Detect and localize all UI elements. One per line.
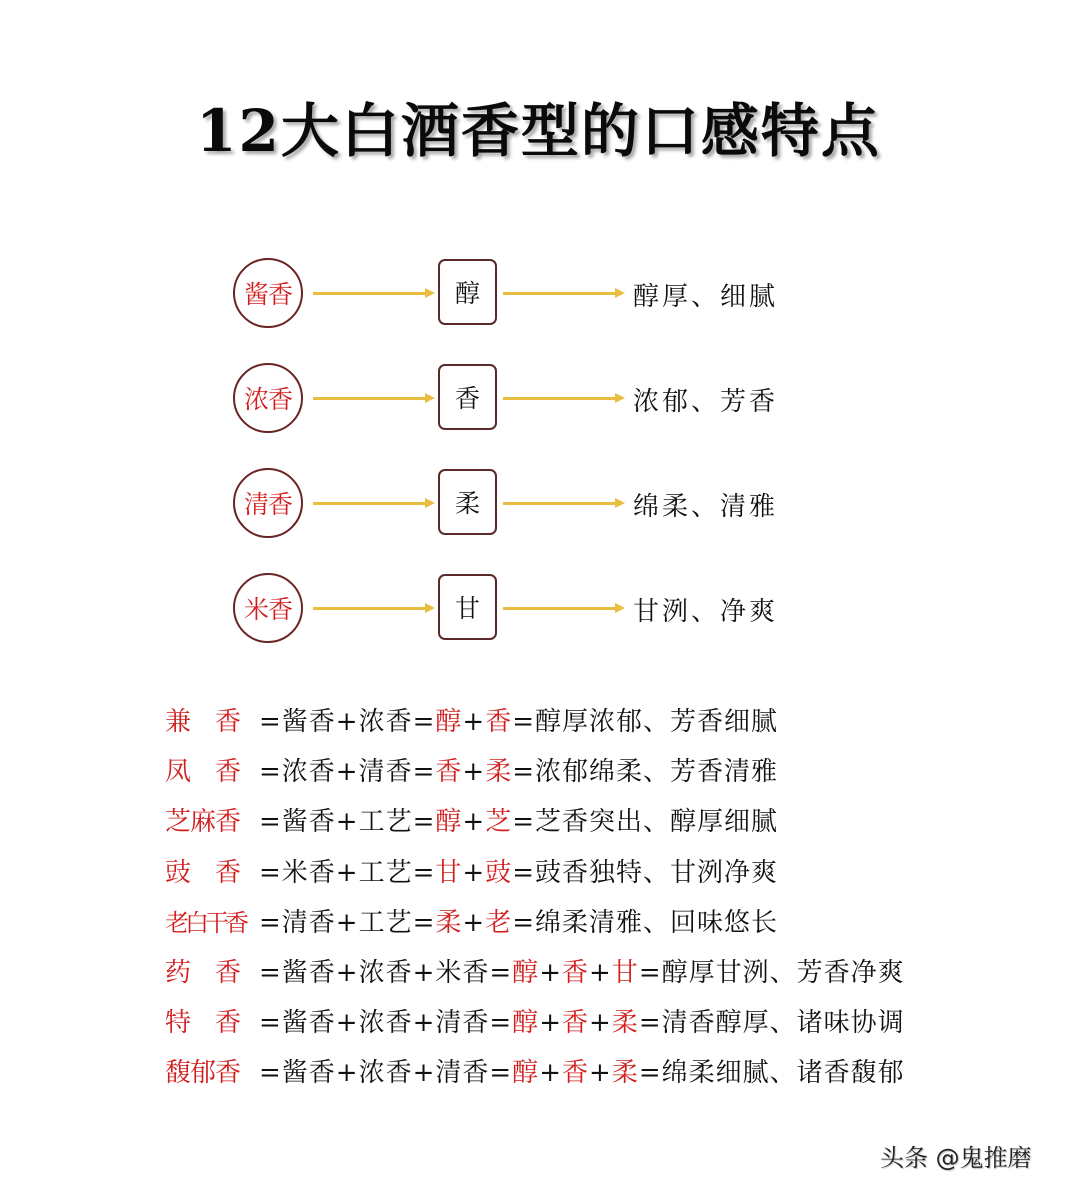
page-title: 12大白酒香型的口感特点: [196, 97, 881, 165]
taste-description: 醇厚、细腻: [633, 282, 779, 312]
formula-line: [165, 903, 905, 953]
source-aromas: 酱香+浓香+清香: [281, 1058, 490, 1089]
taste-result: 豉香独特、甘洌净爽: [535, 857, 779, 888]
key-character: 香: [561, 1008, 589, 1039]
formula-line: [165, 853, 905, 903]
equals-sign: =: [412, 857, 436, 888]
arrow-right-icon: [503, 291, 625, 295]
key-character: 芝: [485, 807, 513, 838]
equals-sign: =: [259, 757, 282, 788]
arrow-right-icon: [313, 501, 435, 505]
taste-description: 绵柔、清雅: [633, 492, 779, 522]
aroma-name: 芝麻香: [165, 807, 241, 838]
formula-line: [165, 752, 905, 802]
taste-result: 清香醇厚、诸味协调: [661, 1008, 905, 1039]
source-aromas: 酱香+浓香: [281, 707, 413, 737]
aroma-type-circle: 浓香: [233, 363, 303, 433]
aroma-type-circle: 清香: [233, 468, 303, 538]
equals-sign: =: [259, 857, 282, 888]
key-character: 柔: [485, 757, 513, 788]
equals-sign: =: [489, 957, 513, 988]
plus-sign: +: [539, 957, 562, 988]
plus-sign: +: [462, 857, 486, 888]
source-aromas: 浓香+清香: [281, 757, 413, 788]
key-character: 柔: [435, 907, 463, 938]
equals-sign: =: [259, 957, 282, 988]
key-character: 醇: [435, 707, 463, 737]
source-aromas: 清香+工艺: [281, 907, 413, 938]
equals-sign: =: [412, 807, 436, 838]
arrow-right-icon: [503, 606, 625, 610]
arrow-right-icon: [503, 501, 625, 505]
equals-sign: =: [489, 1008, 513, 1039]
formula-line: [165, 702, 905, 752]
keyword-box: 醇: [438, 259, 497, 325]
equals-sign: =: [512, 757, 536, 788]
keyword-box: 香: [438, 364, 497, 430]
equals-sign: =: [638, 1058, 662, 1089]
key-character: 香: [561, 1058, 589, 1089]
arrow-right-icon: [313, 291, 435, 295]
source-aromas: 米香+工艺: [281, 857, 413, 888]
aroma-type-circle: 酱香: [233, 258, 303, 328]
key-character: 香: [561, 957, 589, 988]
plus-sign: +: [539, 1008, 562, 1039]
equals-sign: =: [259, 1058, 282, 1089]
key-character: 柔: [611, 1058, 639, 1089]
watermark: 头条 @鬼推磨: [880, 1144, 1032, 1172]
key-character: 香: [485, 707, 513, 737]
equals-sign: =: [259, 807, 282, 838]
key-character: 老: [485, 907, 513, 938]
aroma-name: 馥郁香: [165, 1058, 241, 1089]
equals-sign: =: [638, 957, 662, 988]
equals-sign: =: [412, 907, 436, 938]
aroma-name: 凤 香: [165, 757, 241, 788]
flow-row: [0, 573, 1077, 645]
key-character: 醇: [512, 957, 540, 988]
equals-sign: =: [259, 1008, 282, 1039]
aroma-name: 特 香: [165, 1008, 241, 1039]
arrow-right-icon: [503, 396, 625, 400]
arrow-right-icon: [313, 606, 435, 610]
taste-result: 芝香突出、醇厚细腻: [535, 807, 779, 838]
keyword-box: 柔: [438, 469, 497, 535]
keyword-box: 甘: [438, 574, 497, 640]
equals-sign: =: [412, 757, 436, 788]
source-aromas: 酱香+浓香+米香: [281, 957, 490, 988]
flow-row: [0, 258, 1077, 330]
key-character: 香: [435, 757, 463, 788]
source-aromas: 酱香+浓香+清香: [281, 1008, 490, 1039]
aroma-name: 豉 香: [165, 857, 241, 888]
aroma-name: 老白干香: [165, 908, 245, 937]
aroma-type-circle: 米香: [233, 573, 303, 643]
equals-sign: =: [412, 707, 436, 737]
plus-sign: +: [462, 757, 486, 788]
aroma-name: 兼 香: [165, 707, 241, 737]
source-aromas: 酱香+工艺: [281, 807, 413, 838]
key-character: 醇: [435, 807, 463, 838]
taste-result: 绵柔清雅、回味悠长: [535, 907, 779, 938]
key-character: 豉: [485, 857, 513, 888]
equals-sign: =: [638, 1008, 662, 1039]
plus-sign: +: [462, 707, 486, 737]
plus-sign: +: [589, 1058, 612, 1089]
formula-line: [165, 953, 905, 1003]
aroma-name: 药 香: [165, 957, 241, 988]
arrow-right-icon: [313, 396, 435, 400]
taste-result: 醇厚甘洌、芳香净爽: [661, 957, 905, 988]
key-character: 醇: [512, 1058, 540, 1089]
plus-sign: +: [589, 1008, 612, 1039]
equals-sign: =: [259, 707, 282, 737]
equals-sign: =: [512, 857, 536, 888]
plus-sign: +: [539, 1058, 562, 1089]
key-character: 醇: [512, 1008, 540, 1039]
equals-sign: =: [489, 1058, 513, 1089]
key-character: 甘: [611, 957, 639, 988]
plus-sign: +: [589, 957, 612, 988]
flow-row: [0, 363, 1077, 435]
equals-sign: =: [512, 707, 536, 737]
equals-sign: =: [259, 907, 282, 938]
formula-list: [165, 702, 905, 1104]
equals-sign: =: [512, 807, 536, 838]
formula-line: [165, 802, 905, 852]
taste-description: 甘洌、净爽: [633, 597, 779, 627]
plus-sign: +: [462, 807, 486, 838]
taste-result: 绵柔细腻、诸香馥郁: [661, 1058, 905, 1089]
formula-line: [165, 1053, 905, 1103]
key-character: 甘: [435, 857, 463, 888]
taste-result: 浓郁绵柔、芳香清雅: [535, 757, 779, 788]
equals-sign: =: [512, 907, 536, 938]
plus-sign: +: [462, 907, 486, 938]
taste-description: 浓郁、芳香: [633, 387, 779, 417]
taste-result: 醇厚浓郁、芳香细腻: [535, 707, 779, 737]
key-character: 柔: [611, 1008, 639, 1039]
flow-row: [0, 468, 1077, 540]
formula-line: [165, 1003, 905, 1053]
